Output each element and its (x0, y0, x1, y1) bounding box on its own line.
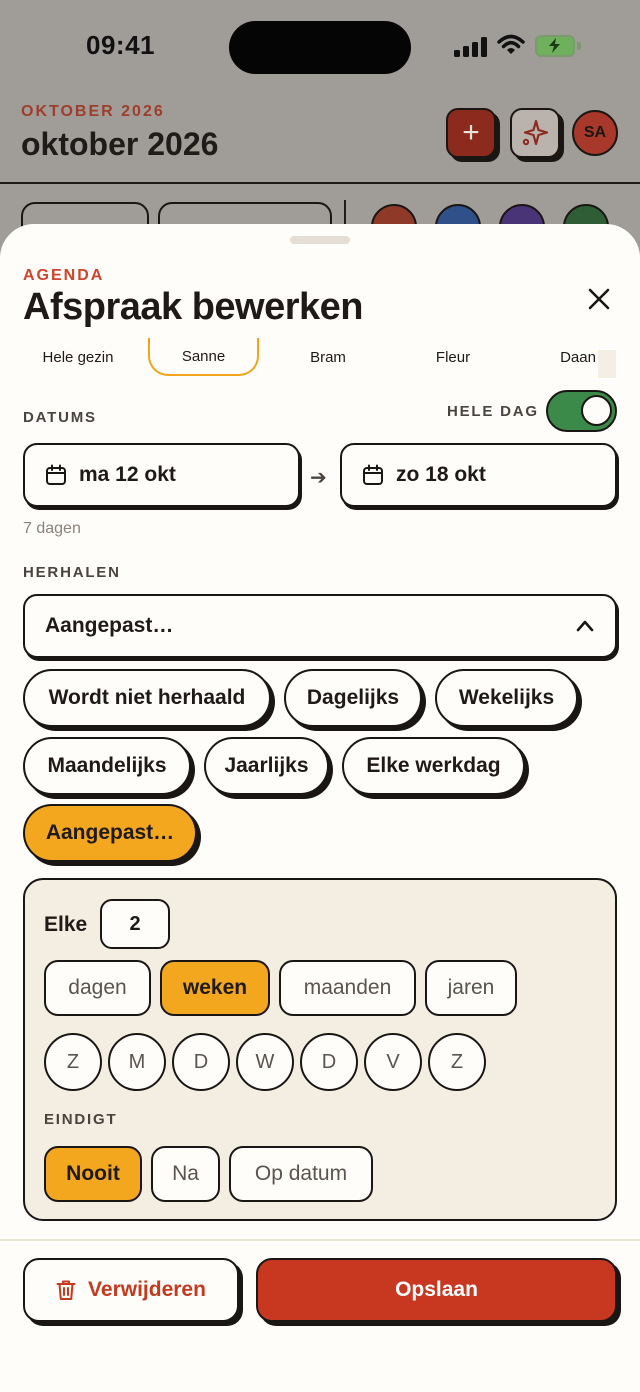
delete-label: Verwijderen (88, 1278, 206, 1301)
member-tab-daan[interactable]: Daan (560, 348, 596, 366)
weekday-thursday[interactable]: D (300, 1033, 358, 1091)
start-date-value: ma 12 okt (79, 463, 176, 486)
member-tab-fleur[interactable]: Fleur (435, 348, 471, 366)
edit-event-sheet (0, 224, 640, 1392)
sheet-title: Afspraak bewerken (23, 286, 363, 328)
repeat-option-yearly[interactable]: Jaarlijks (204, 737, 329, 795)
weekday-wednesday[interactable]: W (236, 1033, 294, 1091)
weekday-sunday[interactable]: Z (44, 1033, 102, 1091)
ends-after[interactable]: Na (151, 1146, 220, 1202)
member-selector (0, 338, 616, 378)
unit-days[interactable]: dagen (44, 960, 151, 1016)
dynamic-island (229, 21, 411, 74)
weekday-saturday[interactable]: Z (428, 1033, 486, 1091)
repeat-option-custom[interactable]: Aangepast… (23, 804, 197, 862)
ends-on-date[interactable]: Op datum (229, 1146, 373, 1202)
all-day-toggle[interactable] (546, 390, 617, 432)
wifi-icon (497, 33, 525, 57)
duration-text: 7 dagen (23, 520, 81, 537)
unit-months[interactable]: maanden (279, 960, 416, 1016)
ai-button[interactable] (510, 108, 560, 158)
weekday-tuesday[interactable]: D (172, 1033, 230, 1091)
repeat-label: HERHALEN (23, 564, 121, 581)
arrow-right-icon: ➔ (310, 467, 327, 489)
repeat-option-weekly[interactable]: Wekelijks (435, 669, 578, 727)
trash-icon (56, 1279, 76, 1301)
repeat-option-weekdays[interactable]: Elke werkdag (342, 737, 525, 795)
start-date-field[interactable] (23, 443, 300, 507)
ends-label: EINDIGT (44, 1111, 118, 1128)
calendar-icon (45, 464, 67, 486)
add-button[interactable] (446, 108, 496, 158)
close-button[interactable] (582, 282, 616, 316)
weekday-friday[interactable]: V (364, 1033, 422, 1091)
unit-weeks[interactable]: weken (160, 960, 270, 1016)
status-time: 09:41 (86, 30, 155, 60)
plus-icon: + (462, 116, 480, 149)
repeat-option-monthly[interactable]: Maandelijks (23, 737, 191, 795)
save-button[interactable]: Opslaan (256, 1258, 617, 1322)
interval-input[interactable]: 2 (100, 899, 170, 949)
sheet-kicker: AGENDA (23, 267, 105, 284)
close-icon (588, 288, 610, 310)
all-day-label: HELE DAG (447, 403, 539, 420)
member-tab-sanne[interactable]: Sanne (148, 338, 259, 376)
dates-label: DATUMS (23, 409, 97, 426)
weekday-monday[interactable]: M (108, 1033, 166, 1091)
ends-never[interactable]: Nooit (44, 1146, 142, 1202)
repeat-select[interactable] (23, 594, 617, 658)
unit-years[interactable]: jaren (425, 960, 517, 1016)
member-tab-bram[interactable]: Bram (310, 348, 346, 366)
signal-icon (454, 37, 488, 57)
repeat-select-value: Aangepast… (45, 614, 174, 637)
status-bar (0, 0, 640, 95)
sheet-grabber[interactable] (290, 236, 350, 244)
custom-recurrence-panel (23, 878, 617, 1221)
repeat-option-none[interactable]: Wordt niet herhaald (23, 669, 271, 727)
member-tab-hele-gezin[interactable]: Hele gezin (42, 348, 114, 366)
end-date-field[interactable] (340, 443, 617, 507)
every-label: Elke (44, 913, 88, 936)
repeat-option-daily[interactable]: Dagelijks (284, 669, 422, 727)
delete-button[interactable] (23, 1258, 239, 1322)
end-date-value: zo 18 okt (396, 463, 486, 486)
background-kicker: OKTOBER 2026 (21, 103, 165, 120)
avatar[interactable]: SA (572, 110, 618, 156)
sparkle-icon (520, 118, 550, 148)
background-title: oktober 2026 (21, 126, 219, 162)
battery-icon (535, 35, 575, 57)
calendar-icon (362, 464, 384, 486)
chevron-up-icon (575, 616, 595, 636)
